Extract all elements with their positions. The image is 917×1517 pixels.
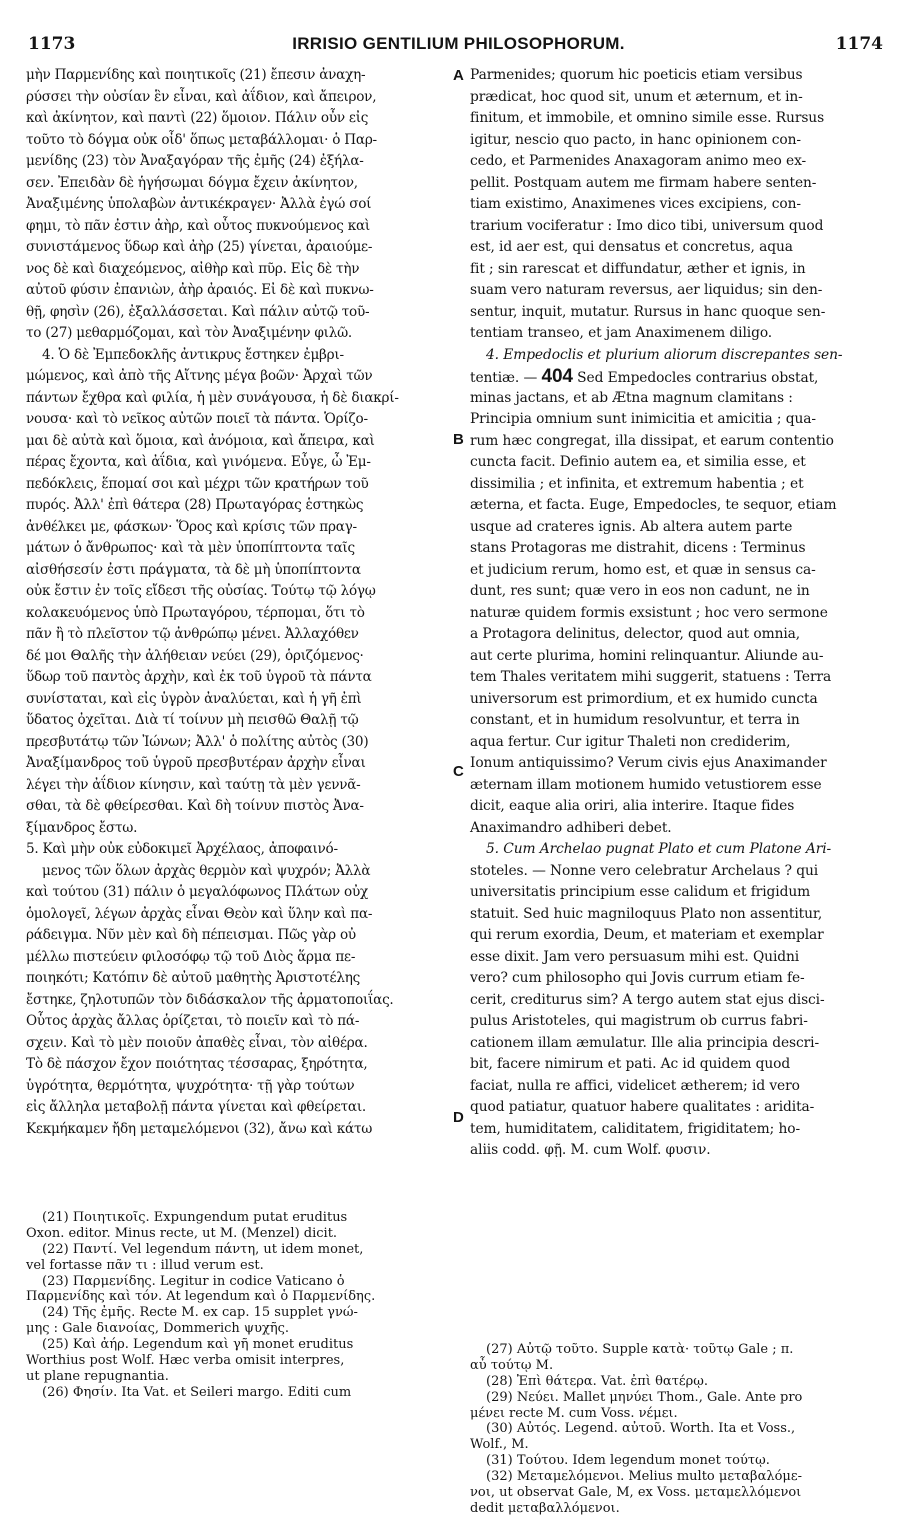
greek-line: ρύσσει τὴν οὐσίαν ἓν εἶναι, καὶ ἀΐδιον, καὶ ἄπειρον, bbox=[26, 88, 377, 105]
greek-line: σθαι, τὰ δὲ φθείρεσθαι. Καὶ δὴ τοίνυν πιστὸς Ἀνα- bbox=[26, 798, 364, 814]
greek-line: δέ μοι Θαλῆς τὴν ἀλήθειαν νεύει (29), ὁριζόμενος· bbox=[26, 647, 364, 664]
footnote-line: (32) Μεταμελόμενοι. Melius multo μεταβαλόμε- bbox=[486, 1469, 802, 1485]
latin-line: universorum est primordium, et ex humido cuncta bbox=[470, 690, 818, 707]
latin-line: et judicium rerum, homo est, et quæ in sensus ca- bbox=[470, 561, 816, 578]
latin-line: tem Thales veritatem mihi suggerit, statuens : Terra bbox=[470, 669, 832, 685]
footnote-line: αὖ τούτῳ M. bbox=[470, 1357, 554, 1373]
greek-line: συνίσταται, καὶ εἰς ὑγρὸν ἀναλύεται, καὶ ἡ γῆ ἐπὶ bbox=[26, 690, 362, 707]
latin-line: cerit, crediturus sim? A tergo autem stat ejus disci- bbox=[470, 991, 825, 1008]
footnotes-right bbox=[470, 1342, 890, 1517]
greek-line: ἔστηκε, ζηλοτυπῶν τὸν διδάσκαλον τῆς ἁρματοποιΐας. bbox=[26, 991, 394, 1008]
latin-line: bit, facere nimirum et pati. Ac id quidem quod bbox=[470, 1056, 791, 1072]
latin-line: 5. Cum Archelao pugnat Plato et cum Platone Ari- bbox=[486, 841, 832, 857]
greek-line: ἀνθέλκει με, φάσκων· Ὅρος καὶ κρίσις τῶν πραγ- bbox=[26, 518, 357, 535]
footnote-line: (30) Αὐτός. Legend. αὐτοῦ. Worth. Ita et Voss., bbox=[486, 1421, 796, 1437]
latin-line: usque ad crateres ignis. Ab altera autem parte bbox=[470, 518, 793, 535]
latin-line: cationem illam æmulatur. Ille alia principia descri- bbox=[470, 1034, 820, 1051]
greek-line: αὐτοῦ φύσιν ἐπανιὼν, ἀὴρ ἀραιός. Εἰ δὲ καὶ πυκνω- bbox=[26, 282, 374, 298]
latin-line: Anaximandro adhiberi debet. bbox=[470, 819, 672, 836]
footnote-line: Παρμενίδης καὶ τόν. At legendum καὶ ὁ Παρμενίδης. bbox=[26, 1289, 376, 1305]
footnote-line: dedit μεταβαλλόμενοι. bbox=[470, 1500, 620, 1516]
column-number: 404 bbox=[541, 366, 573, 387]
greek-line: φημι, τὸ πᾶν ἐστιν ἀὴρ, καὶ οὗτος πυκνούμενος καὶ bbox=[26, 217, 370, 234]
greek-line: μὴν Παρμενίδης καὶ ποιητικοῖς (21) ἔπεσιν ἀναχη- bbox=[26, 67, 366, 83]
latin-line: prædicat, hoc quod sit, unum et æternum, et in- bbox=[470, 88, 803, 105]
latin-line: tentiæ. — 404 Sed Empedocles contrarius obstat, bbox=[470, 366, 819, 387]
greek-line: συνιστάμενος ὕδωρ καὶ ἀὴρ (25) γίνεται, ἀραιούμε- bbox=[26, 239, 373, 255]
latin-line: Principia omnium sunt inimicitia et amicitia ; qua- bbox=[470, 411, 816, 427]
greek-line: τοῦτο τὸ δόγμα οὐκ οἶδ' ὅπως μεταβάλλομαι· ὁ Παρ- bbox=[26, 131, 377, 148]
greek-line: ὕδατος ὀχεῖται. Διὰ τί τοίνυν μὴ πεισθῶ Θαλῇ τῷ bbox=[26, 712, 359, 728]
latin-line: dissimilia ; et infinita, et extremum habentia ; et bbox=[470, 475, 804, 492]
footnote-line: (29) Νεύει. Mallet μηνύει Thom., Gale. Ante pro bbox=[486, 1389, 803, 1405]
footnote-line: νοι, ut observat Gale, M, ex Voss. μεταμελλόμενοι bbox=[470, 1485, 802, 1501]
margin-letter-d: D bbox=[453, 1109, 464, 1126]
running-header bbox=[0, 34, 917, 56]
greek-line: πρεσβυτάτῳ τῶν Ἰώνων; Ἀλλ' ὁ πολίτης αὐτὸς (30) bbox=[26, 733, 369, 750]
footnote-line: Worthius post Wolf. Hæc verba omisit interpres, bbox=[26, 1353, 345, 1369]
greek-line: ὑγρότητα, θερμότητα, ψυχρότητα· τῇ γὰρ τούτων bbox=[26, 1077, 355, 1094]
greek-line: Τὸ δὲ πάσχον ἔχον ποιότητας τέσσαρας, ξηρότητα, bbox=[26, 1056, 368, 1072]
running-title: IRRISIO GENTILIUM PHILOSOPHORUM. bbox=[292, 34, 625, 53]
latin-line: esse dixit. Jam vero persuasum mihi est. Quidni bbox=[470, 948, 800, 965]
latin-line: dunt, res sunt; quæ vero in eos non cadunt, ne in bbox=[470, 583, 810, 599]
greek-line: πάντων ἔχθρα καὶ φιλία, ἡ μὲν συνάγουσα, ἡ δὲ διακρί- bbox=[26, 389, 399, 406]
latin-line: constant, et in humidum resolvuntur, et terra in bbox=[470, 712, 800, 728]
latin-line: tentiam transeo, et jam Anaximenem diligo. bbox=[470, 325, 773, 341]
footnote-line: (31) Τούτου. Idem legendum monet τούτῳ. bbox=[486, 1453, 770, 1469]
latin-line: universitatis principium esse calidum et frigidum bbox=[470, 884, 811, 900]
greek-line: καὶ ἀκίνητον, καὶ παντὶ (22) ὅμοιον. Πάλιν οὖν εἰς bbox=[26, 110, 369, 126]
latin-line: æternam illam motionem humido vetustiorem esse bbox=[470, 776, 822, 793]
footnote-line: vel fortasse πᾶν τι : illud verum est. bbox=[26, 1257, 264, 1273]
footnote-line: (25) Καὶ ἀήρ. Legendum καὶ γῆ monet eruditus bbox=[42, 1337, 354, 1353]
footnote-line: (23) Παρμενίδης. Legitur in codice Vaticano ὁ bbox=[42, 1273, 345, 1289]
latin-line: fit ; sin rarescat et diffundatur, æther et ignis, in bbox=[470, 260, 806, 277]
greek-line: σχειν. Καὶ τὸ μὲν ποιοῦν ἀπαθὲς εἶναι, τὸν αἰθέρα. bbox=[26, 1034, 368, 1051]
greek-line: ποιηκότι; Κατόπιν δὲ αὐτοῦ μαθητὴς Ἀριστοτέλης bbox=[26, 970, 360, 986]
footnote-line: (22) Παντί. Vel legendum πάντη, ut idem monet, bbox=[42, 1241, 364, 1257]
footnote-line: μένει recte M. cum Voss. νέμει. bbox=[470, 1405, 678, 1421]
greek-line: πυρός. Ἀλλ' ἐπὶ θάτερα (28) Πρωταγόρας ἑστηκὼς bbox=[26, 497, 364, 513]
latin-line: stoteles. — Nonne vero celebratur Archelaus ? qui bbox=[470, 862, 819, 879]
latin-line: faciat, nulla re affici, videlicet ætherem; id vero bbox=[470, 1077, 800, 1094]
greek-line: νος δὲ καὶ διαχεόμενος, αἰθὴρ καὶ πῦρ. Εἰς δὲ τὴν bbox=[26, 260, 360, 277]
greek-line: μαι δὲ αὐτὰ καὶ ὅμοια, καὶ ἀνόμοια, καὶ ἄπειρα, καὶ bbox=[26, 432, 375, 449]
greek-line: αἰσθήσεσίν ἐστι πράγματα, τὰ δὲ μὴ ὑποπίπτοντα bbox=[26, 561, 361, 578]
greek-line: μενίδης (23) τὸν Ἀναξαγόραν τῆς ἐμῆς (24) ἐξήλα- bbox=[26, 153, 364, 169]
footnote-line: Wolf., M. bbox=[470, 1437, 529, 1453]
greek-line: κολακευόμενος ὑπὸ Πρωταγόρου, τέρπομαι, ὅτι τὸ bbox=[26, 604, 365, 621]
latin-line: est, id aer est, qui densatus et concretus, aqua bbox=[470, 239, 793, 255]
latin-line: a Protagora delinitus, delector, quod aut omnia, bbox=[470, 626, 801, 642]
latin-line: pulus Aristoteles, qui magistrum ob currus fabri- bbox=[470, 1013, 808, 1029]
latin-line: sentur, inquit, mutatur. Rursus in hanc quoque sen- bbox=[470, 303, 826, 320]
greek-line: Ἀναξιμένης ὑπολαβὼν ἀντικέκραγεν· Ἀλλὰ ἐγώ σοί bbox=[26, 196, 372, 212]
latin-line: Parmenides; quorum hic poeticis etiam versibus bbox=[470, 67, 803, 83]
margin-letter-b: B bbox=[453, 431, 464, 448]
latin-line: trarium vociferatur : Imo dico tibi, universum quod bbox=[470, 217, 824, 234]
latin-line: statuit. Sed huic magniloquus Plato non assentitur, bbox=[470, 905, 823, 922]
page-number-right: 1174 bbox=[835, 34, 883, 54]
footnote-line: (24) Τῆς ἐμῆς. Recte M. ex cap. 15 supplet γνώ- bbox=[42, 1305, 358, 1321]
latin-line: vero? cum philosopho qui Jovis currum etiam fe- bbox=[470, 970, 805, 986]
greek-line: 5. Καὶ μὴν οὐκ εὐδοκιμεῖ Ἀρχέλαος, ἀποφαινό- bbox=[26, 841, 338, 857]
footnote-line: Oxon. editor. Minus recte, ut M. (Menzel) dicit. bbox=[26, 1225, 338, 1241]
greek-line: σεν. Ἐπειδὰν δὲ ἡγήσωμαι δόγμα ἔχειν ἀκίνητον, bbox=[26, 174, 358, 191]
latin-line: suam vero naturam reversus, aer liquidus; sin den- bbox=[470, 282, 823, 298]
greek-line: το (27) μεθαρμόζομαι, καὶ τὸν Ἀναξιμένην φιλῶ. bbox=[26, 325, 352, 341]
footnote-line: (27) Αὐτῷ τοῦτο. Supple κατὰ· τοῦτῳ Gale ; π. bbox=[486, 1342, 794, 1357]
latin-line: stans Protagoras me distrahit, dicens : Terminus bbox=[470, 540, 806, 556]
greek-line: Οὗτος ἀρχὰς ἄλλας ὁρίζεται, τὸ ποιεῖν καὶ τὸ πά- bbox=[26, 1013, 360, 1029]
greek-line: πᾶν ἢ τὸ πλεῖστον τῷ ἀνθρώπῳ μένει. Ἀλλαχόθεν bbox=[26, 626, 359, 642]
greek-line: ράδειγμα. Νῦν μὲν καὶ δὴ πέπεισμαι. Πῶς γὰρ οὐ bbox=[26, 927, 356, 943]
greek-line: μενος τῶν ὅλων ἀρχὰς θερμὸν καὶ ψυχρόν; Ἀλλὰ bbox=[42, 862, 371, 879]
footnote-line: (28) Ἐπὶ θάτερα. Vat. ἐπὶ θατέρῳ. bbox=[486, 1373, 708, 1389]
greek-line: καὶ τούτου (31) πάλιν ὁ μεγαλόφωνος Πλάτων οὐχ bbox=[26, 884, 368, 900]
footnote-line: μης : Gale διανοίας, Dommerich ψυχῆς. bbox=[26, 1321, 290, 1337]
greek-line: ὁμολογεῖ, λέγων ἀρχὰς εἶναι Θεὸν καὶ ὕλην καὶ πα- bbox=[26, 905, 373, 922]
greek-line: μώμενος, καὶ ἀπὸ τῆς Αἴτνης μέγα βοῶν· Ἀρχαὶ τῶν bbox=[26, 368, 373, 384]
latin-line: naturæ quidem formis exsistunt ; hoc vero sermone bbox=[470, 604, 828, 621]
latin-line: æterna, et facta. Euge, Empedocles, te sequor, etiam bbox=[470, 497, 837, 513]
page-number-left: 1173 bbox=[28, 34, 76, 54]
greek-line: ὕδωρ τοῦ παντὸς ἀρχὴν, καὶ ἐκ τοῦ ὑγροῦ τὰ πάντα bbox=[26, 669, 372, 685]
greek-line: λέγει τὴν ἀΐδιον κίνησιν, καὶ ταύτῃ τὰ μὲν γεννᾶ- bbox=[26, 776, 361, 793]
latin-text-column bbox=[470, 65, 888, 1162]
latin-line: dicit, eaque alia oriri, alia interire. Itaque fides bbox=[470, 798, 795, 814]
margin-letter-c: C bbox=[453, 763, 464, 780]
greek-line: 4. Ὁ δὲ Ἐμπεδοκλῆς ἀντικρυς ἔστηκεν ἐμβρι- bbox=[42, 346, 344, 363]
latin-line: aut certe plurima, homini relinquantur. Aliunde au- bbox=[470, 647, 824, 664]
latin-line: aliis codd. φῇ. M. cum Wolf. φυσιν. bbox=[470, 1142, 711, 1158]
greek-line: εἰς ἄλληλα μεταβολῇ πάντα γίνεται καὶ φθείρεται. bbox=[26, 1099, 366, 1115]
margin-letter-a: A bbox=[453, 67, 464, 84]
latin-line: 4. Empedoclis et plurium aliorum discrepantes sen- bbox=[486, 346, 843, 363]
greek-line: μέλλω πιστεύειν φιλοσόφῳ τῷ τοῦ Διὸς ἅρμα πε- bbox=[26, 948, 356, 965]
latin-line: cedo, et Parmenides Anaxagoram animo meo ex- bbox=[470, 153, 807, 169]
latin-line: qui rerum exordia, Deum, et materiam et exemplar bbox=[470, 927, 824, 943]
greek-line: νουσα· καὶ τὸ νεῖκος αὐτῶν ποιεῖ τὰ πάντα. Ὁρίζο- bbox=[26, 411, 368, 427]
latin-line: quod patiatur, quatuor habere qualitates : aridita- bbox=[470, 1099, 815, 1115]
footnote-line: ut plane repugnantia. bbox=[26, 1368, 169, 1384]
greek-line: Ἀναξίμανδρος τοῦ ὑγροῦ πρεσβυτέραν ἀρχὴν εἶναι bbox=[26, 755, 366, 771]
greek-line: πέρας ἔχοντα, καὶ ἀΐδια, καὶ γινόμενα. Εὖγε, ὦ Ἐμ- bbox=[26, 454, 371, 470]
latin-line: rum hæc congregat, illa dissipat, et earum contentio bbox=[470, 432, 834, 449]
greek-text-column bbox=[26, 65, 451, 1140]
latin-line: pellit. Postquam autem me firmam habere senten- bbox=[470, 174, 817, 191]
greek-line: πεδόκλεις, ἕπομαί σοι καὶ μέχρι τῶν κρατήρων τοῦ bbox=[26, 475, 369, 492]
latin-line: finitum, et immobile, et omnino simile esse. Rursus bbox=[470, 110, 825, 126]
latin-line: tem, humiditatem, caliditatem, frigiditatem; ho- bbox=[470, 1120, 801, 1137]
latin-line: Ionum antiquissimo? Verum civis ejus Anaximander bbox=[470, 755, 827, 771]
latin-line: cuncta facit. Definio autem ea, et similia esse, et bbox=[470, 454, 806, 470]
greek-line: Κεκμήκαμεν ἤδη μεταμελόμενοι (32), ἄνω καὶ κάτω bbox=[26, 1120, 373, 1137]
footnote-line: (26) Φησίν. Ita Vat. et Seileri margo. Editi cum bbox=[42, 1384, 352, 1400]
footnotes-left bbox=[26, 1210, 451, 1401]
greek-line: θῇ, φησὶν (26), ἐξαλλάσσεται. Καὶ πάλιν αὐτῷ τοῦ- bbox=[26, 303, 370, 320]
greek-line: μάτων ὁ ἄνθρωπος· καὶ τὰ μὲν ὑποπίπτοντα ταῖς bbox=[26, 540, 355, 556]
footnote-line: (21) Ποιητικοῖς. Expungendum putat eruditus bbox=[42, 1210, 348, 1225]
latin-line: minas jactans, et ab Ætna magnum clamitans : bbox=[470, 389, 793, 406]
greek-line: οὐκ ἔστιν ἐν τοῖς εἴδεσι τῆς οὐσίας. Τούτῳ τῷ λόγῳ bbox=[26, 583, 376, 599]
latin-line: tiam existimo, Anaximenes vices excipiens, con- bbox=[470, 196, 801, 212]
latin-line: igitur, nescio quo pacto, in hanc opinionem con- bbox=[470, 131, 801, 148]
latin-line: aqua fertur. Cur igitur Thaleti non crediderim, bbox=[470, 733, 791, 750]
greek-line: ξίμανδρος ἔστω. bbox=[26, 819, 138, 836]
